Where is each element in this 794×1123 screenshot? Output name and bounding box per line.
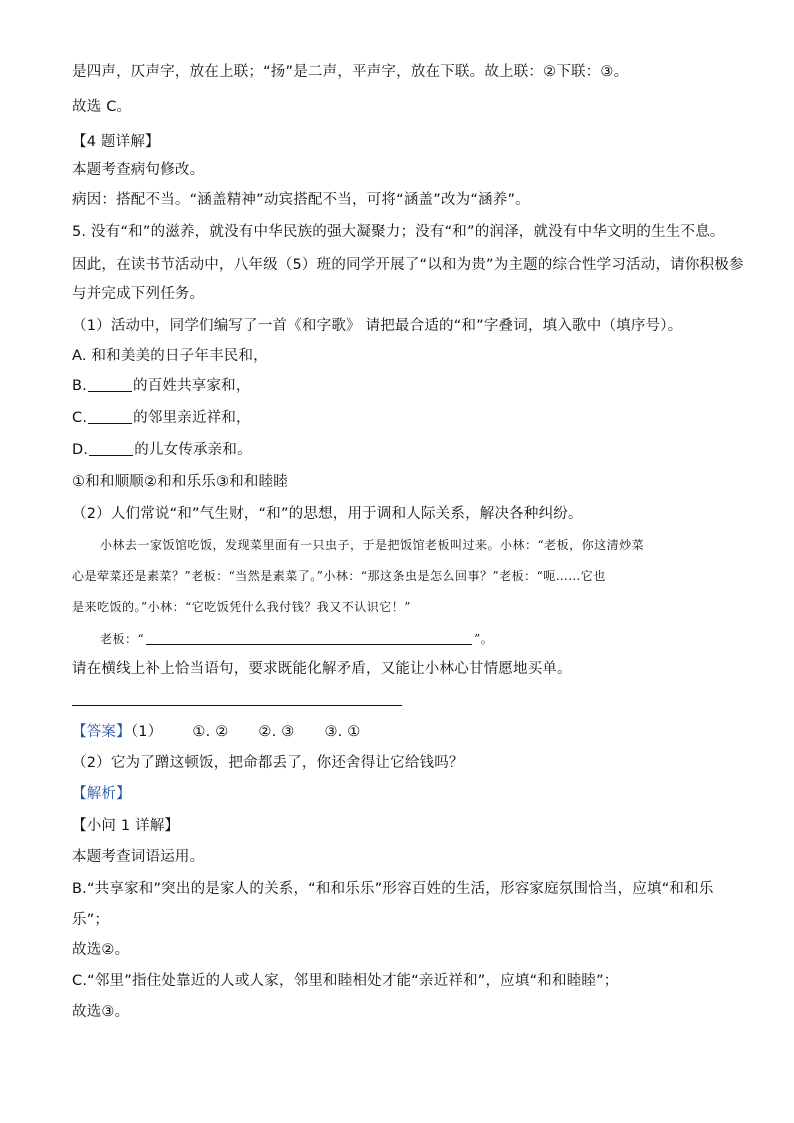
text-line: 是四声，仄声字，放在上联；“扬”是二声，平声字，放在下联。故上联：②下联：③。 [72, 64, 629, 80]
text-line: 病因：搭配不当。“涵盖精神”动宾搭配不当，可将“涵盖”改为“涵养”。 [72, 192, 530, 208]
answer-item: ③. ① [324, 724, 361, 740]
text-line: 与并完成下列任务。 [72, 286, 205, 302]
text-line: 故选 C。 [72, 99, 132, 115]
answer-item: ②. ③ [258, 724, 295, 740]
text-line: C.“邻里”指住处靠近的人或人家，邻里和睦相处才能“亲近祥和”，应填“和和睦睦”； [72, 973, 619, 989]
option-c [72, 408, 251, 428]
text-line: B.“共享家和”突出的是家人的关系，“和和乐乐”形容百姓的生活，形容家庭氛围恰当，应填“和和乐 [72, 881, 714, 897]
fill-blank [89, 441, 133, 456]
answer-line-2: （2）它为了蹭这顿饭，把命都丢了，你还舍得让它给钱吗？ [72, 755, 464, 771]
text-line: 故选②。 [72, 942, 130, 958]
section-heading: 【小问 1 详解】 [72, 818, 180, 834]
option-text: 的百姓共享家和， [132, 378, 251, 394]
answer-line-1 [72, 722, 360, 742]
option-letter: B. [72, 378, 87, 394]
option-a: A. 和和美美的日子年丰民和， [72, 348, 268, 364]
fill-blank [88, 409, 132, 424]
text-line: 本题考查病句修改。 [72, 162, 205, 178]
analysis-label: 【解析】 [72, 786, 131, 802]
answer-label: 【答案】 [72, 724, 131, 740]
option-letter: D. [72, 442, 89, 458]
option-d [72, 440, 252, 460]
text-line: 故选③。 [72, 1004, 130, 1020]
choice-list: ①和和顺顺②和和乐乐③和和睦睦 [72, 474, 288, 490]
dialogue-line: 心是荤菜还是素菜？”老板：“当然是素菜了。”小林：“那这条虫是怎么回事？”老板：“呃……它也 [72, 569, 606, 583]
sub-question-2: （2）人们常说“和”气生财，“和”的思想，用于调和人际关系，解决各种纠纷。 [72, 506, 583, 522]
option-text: 的儿女传承亲和。 [134, 442, 252, 458]
section-heading: 【4 题详解】 [72, 134, 160, 150]
answer-prompt-line [100, 630, 493, 648]
sub-question-1: （1）活动中，同学们编写了一首《和字歌》 请把最合适的“和”字叠词，填入歌中（填序号）。 [72, 318, 683, 334]
question-5-intro: 5. 没有“和”的滋养，就没有中华民族的强大凝聚力；没有“和”的润泽，就没有中华文明的生生不息。 [72, 224, 725, 240]
option-text: 的邻里亲近祥和， [133, 410, 251, 426]
closing-quote: ”。 [474, 632, 494, 646]
divider-line [72, 705, 402, 706]
text-line: 乐”； [72, 912, 110, 928]
text-line: 因此，在读书节活动中，八年级（5）班的同学开展了“以和为贵”为主题的综合性学习活动，请你积极参 [72, 257, 744, 273]
answer-blank [146, 632, 472, 645]
speaker-label: 老板：“ [100, 632, 145, 646]
dialogue-line: 小林去一家饭馆吃饭，发现菜里面有一只虫子，于是把饭馆老板叫过来。小林：“老板，你这清炒菜 [100, 538, 645, 552]
text-line: 本题考查词语运用。 [72, 849, 205, 865]
fill-blank [88, 377, 132, 392]
answer-number: （1） [130, 724, 163, 740]
answer-item: ①. ② [192, 724, 229, 740]
instruction-line: 请在横线上补上恰当语句，要求既能化解矛盾，又能让小林心甘情愿地买单。 [72, 661, 572, 677]
option-b [72, 376, 251, 396]
dialogue-line: 是来吃饭的。”小林：“它吃饭凭什么我付钱？我又不认识它！” [72, 600, 411, 614]
option-letter: C. [72, 410, 88, 426]
